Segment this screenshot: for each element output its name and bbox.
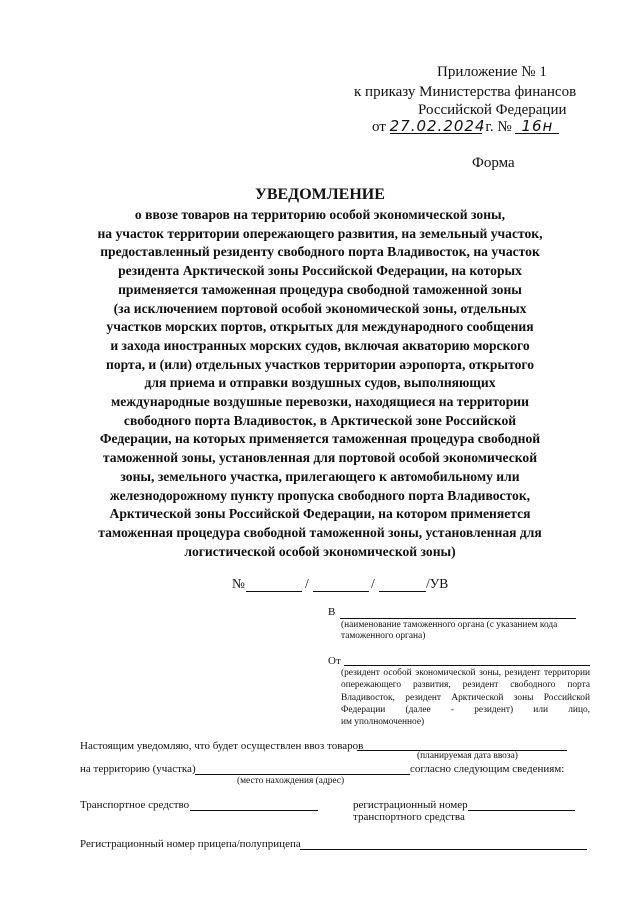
trailer-label: Регистрационный номер прицепа/полуприцепа [80, 838, 301, 850]
customs-authority-caption-2: таможенного органа) [341, 631, 426, 641]
reg-number-label: регистрационный номер [353, 799, 468, 811]
form-label: Форма [472, 155, 515, 171]
subtitle-line: Федерации, на которых применяется таможенная процедура свободной [99, 431, 541, 447]
subtitle-line: зоны, земельного участка, прилегающего к автомобильному или [120, 468, 520, 484]
location-caption: (место нахождения (адрес) [237, 776, 345, 786]
order-date-row [372, 119, 559, 136]
subtitle-line: о ввозе товаров на территорию особой экономической зоны, [134, 207, 506, 222]
subtitle-line: таможенная процедура свободной таможенной зоны, установленная для [98, 524, 542, 540]
subtitle-line: железнодорожному пункту пропуска свободного порта Владивосток, [109, 487, 531, 503]
number-separator-2: / [371, 576, 375, 591]
resident-caption-line: опережающего развития, резидент свободного порта [341, 680, 590, 691]
order-number-handwritten: 16н [515, 119, 559, 134]
subtitle-line: логистической особой экономической зоны) [184, 543, 456, 559]
to-label: В [328, 606, 336, 618]
federation-label: Российской Федерации [418, 102, 567, 118]
document-title: УВЕДОМЛЕНИЕ [255, 186, 385, 203]
subtitle-line: участков морских портов, открытых для международного сообщения [106, 319, 534, 335]
number-field-1[interactable] [246, 591, 302, 592]
per-info-text: согласно следующим сведениям: [410, 763, 565, 775]
import-date-caption: (планируемая дата ввоза) [417, 751, 518, 761]
subtitle-line: для приема и отправки воздушных судов, выполняющих [144, 375, 496, 391]
order-date-handwritten: 27.02.2024 [389, 117, 486, 135]
resident-caption-line: (резидент особой экономической зоны, резидент территории [341, 668, 590, 678]
number-suffix: /УВ [426, 576, 449, 591]
vehicle-reg-number-field[interactable] [468, 810, 575, 811]
resident-caption-line: Владивосток, резидент Арктической зоны Российской [341, 692, 590, 703]
subtitle-line: таможенной зоны, установленная для портовой особой экономической [102, 450, 538, 466]
trailer-reg-number-field[interactable] [300, 849, 587, 850]
subtitle-line: применяется таможенная процедура свободной таможенной зоны [118, 281, 522, 297]
subtitle-line: (за исключением портовой особой экономической зоны, отдельных [113, 300, 527, 316]
reg-number-label-2: транспортного средства [353, 811, 465, 823]
appendix-label: Приложение № 1 [437, 64, 547, 80]
subtitle-line: порта, и (или) отдельных участков территории аэропорта, открытого [105, 356, 534, 372]
resident-caption-line: Федерации (далее - резидент) или лицо, [341, 704, 590, 715]
vehicle-label: Транспортное средство [80, 799, 190, 811]
number-field-2[interactable] [313, 591, 369, 592]
subtitle-line: Арктической зоны Российской Федерации, на котором применяется [109, 506, 531, 522]
order-reference: к приказу Министерства финансов [354, 84, 577, 100]
notice-number-prefix: № [232, 576, 245, 591]
number-field-3[interactable] [379, 591, 426, 592]
notify-text: Настоящим уведомляю, что будет осуществлен ввоз товаров [80, 740, 364, 752]
date-prefix: от [372, 119, 386, 135]
resident-field[interactable] [344, 665, 590, 666]
number-prefix: г. № [485, 119, 512, 135]
subtitle-line: и захода иностранных морских судов, включая акваторию морского [110, 337, 530, 353]
subtitle-line: международные воздушные перевозки, находящиеся на территории [111, 394, 529, 409]
vehicle-field[interactable] [190, 810, 318, 811]
number-separator-1: / [305, 576, 309, 591]
territory-field[interactable] [195, 774, 410, 775]
resident-caption-line: им уполномоченное) [341, 717, 425, 728]
customs-authority-field[interactable] [340, 618, 576, 619]
subtitle-line: резидента Арктической зоны Российской Федерации, на которых [118, 263, 522, 279]
subtitle-line: на участок территории опережающего развития, на земельный участок, [97, 225, 543, 241]
resident-caption [341, 667, 590, 728]
customs-authority-caption-1: (наименование таможенного органа (с указанием кода [341, 620, 558, 630]
subtitle-line: свободного порта Владивосток, в Арктической зоне Российской [123, 412, 517, 428]
from-label: От [328, 655, 341, 667]
territory-label: на территорию (участка) [80, 763, 196, 775]
subtitle-line: предоставленный резиденту свободного порта Владивосток, на участок [100, 244, 540, 260]
